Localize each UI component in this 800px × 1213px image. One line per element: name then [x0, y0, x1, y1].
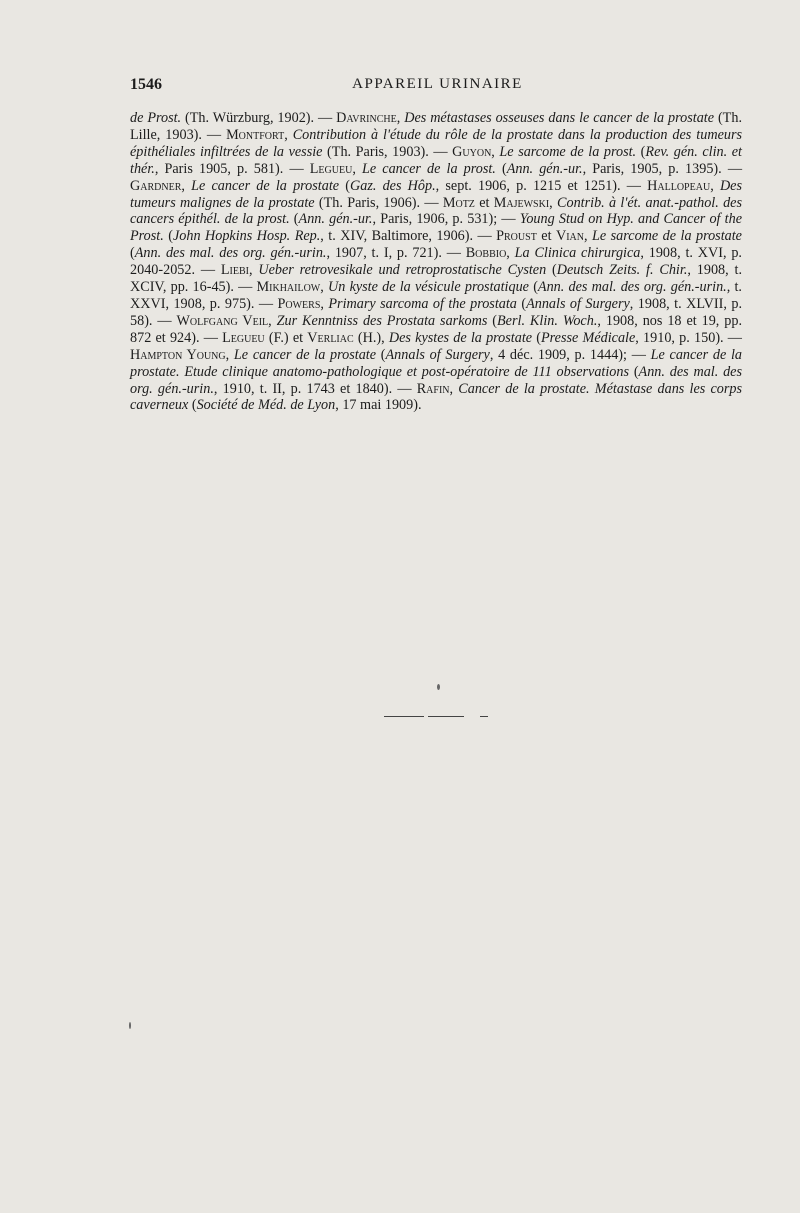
citation-text: , — [181, 177, 192, 194]
work-title: Primary sarcoma of the prostata — [328, 295, 517, 312]
citation-text: , 4 déc. 1909, p. 1444); — — [489, 346, 651, 363]
citation-text: , 17 mai 1909). — [335, 397, 422, 414]
author-name: Legueu — [222, 329, 265, 346]
end-rule-segment — [384, 716, 424, 717]
citation-text: , t. XIV, Baltimore, 1906). — — [320, 228, 497, 245]
author-name: Vian — [555, 228, 584, 245]
citation-text: ( — [130, 245, 135, 262]
author-name: Legueu — [309, 160, 353, 177]
work-title: La Clinica chirurgica — [514, 245, 641, 262]
author-name: Rafin — [416, 380, 450, 397]
citation-text: ( — [376, 346, 386, 363]
citation-text: ( — [532, 329, 541, 346]
author-name: Proust — [496, 228, 537, 245]
citation-text: et — [474, 194, 494, 211]
work-title: Ann. des mal. des org. gén.-urin. — [130, 363, 742, 397]
citation-text: , 1908, t. XLVII, p. 58). — — [130, 295, 742, 329]
work-title: Le sarcome de la prostate — [592, 228, 742, 245]
bibliography-paragraph — [130, 110, 742, 414]
citation-text: , t. XXVI, 1908, p. 975). — — [130, 279, 742, 312]
work-title: Contrib. à l'ét. anat.-pathol. des cancers épithél. de la prost. — [130, 194, 742, 228]
citation-text: (F.) et — [264, 329, 308, 346]
end-rule-segment — [480, 716, 488, 717]
work-title: Annals of Surgery — [526, 295, 630, 312]
citation-text: , — [352, 160, 362, 177]
page-number: 1546 — [130, 76, 162, 93]
work-title: Ann. gén.-ur. — [506, 160, 583, 177]
work-title: Young Stud on Hyp. and Cancer of the Prost. — [130, 211, 742, 245]
work-title: Presse Médicale — [541, 329, 636, 346]
citation-text: , — [320, 295, 329, 312]
work-title: de Prost. — [130, 110, 182, 126]
work-title: Le cancer de la prostate — [191, 177, 340, 194]
citation-text: ( — [629, 363, 639, 380]
citation-text: , — [396, 110, 405, 126]
author-name: Mikhailow — [256, 279, 321, 296]
citation-text: (Th. Paris, 1906). — — [314, 194, 443, 211]
citation-text: , — [710, 177, 720, 194]
citation-text: ( — [487, 312, 498, 329]
work-title: Le cancer de la prostate. Etude clinique anatomo-pathologique et post-opératoire de 111 observations — [130, 346, 743, 380]
author-name: Gardner — [130, 177, 182, 194]
citation-text: , — [225, 346, 234, 363]
work-title: Ueber retrovesikale und retroprostatische Cysten — [258, 262, 547, 279]
citation-text: (Th. Würzburg, 1902). — — [181, 110, 337, 126]
author-name: Majewski — [493, 194, 550, 211]
work-title: Ann. des mal. des org. gén.-urin. — [134, 245, 327, 262]
work-title: Ann. gén.-ur. — [298, 211, 373, 228]
author-name: Motz — [442, 194, 475, 211]
citation-text: ( — [516, 295, 527, 312]
ink-speck — [437, 684, 440, 690]
work-title: Annals of Surgery — [385, 346, 490, 363]
citation-text: , — [491, 143, 500, 160]
work-title: Berl. Klin. Woch. — [497, 312, 598, 329]
end-rule-segment — [428, 716, 464, 717]
work-title: Des tumeurs malignes de la prostate — [130, 177, 743, 211]
citation-text: ( — [495, 160, 507, 177]
work-title: Deutsch Zeits. f. Chir. — [556, 262, 688, 279]
work-title: Zur Kenntniss des Prostata sarkoms — [276, 312, 488, 329]
citation-text: ( — [546, 262, 557, 279]
work-title: Le cancer de la prost. — [361, 160, 496, 177]
author-name: Montfort — [226, 126, 285, 143]
author-name: Liebi — [220, 262, 249, 279]
page-header — [130, 76, 745, 100]
running-head: APPAREIL URINAIRE — [352, 76, 523, 92]
citation-text: , sept. 1906, p. 1215 et 1251). — — [435, 177, 648, 194]
citation-text: (H.), — [353, 329, 389, 346]
work-title: Un kyste de la vésicule prostatique — [328, 279, 529, 296]
work-title: Rev. gén. clin. et thér. — [130, 143, 742, 177]
work-title: Le sarcome de la prost. — [499, 143, 637, 160]
citation-text: , Paris, 1906, p. 531); — — [372, 211, 520, 228]
citation-text: , — [449, 380, 459, 397]
work-title: Des kystes de la prostate — [388, 329, 533, 346]
citation-text: , — [584, 228, 593, 245]
end-rule — [384, 716, 494, 718]
author-name: Davrinche — [336, 110, 397, 126]
citation-text: , 1908, t. XVI, p. 2040-2052. — — [130, 245, 742, 279]
citation-text: (Th. Lille, 1903). — — [130, 110, 742, 143]
work-title: Cancer de la prostate. Métastase dans les corps caverneux — [130, 380, 742, 414]
citation-text: , Paris 1905, p. 581). — — [154, 160, 310, 177]
citation-text: ( — [339, 177, 350, 194]
citation-text: ( — [636, 143, 646, 160]
author-name: Powers — [277, 295, 321, 312]
citation-text: , — [248, 262, 259, 279]
ink-speck — [129, 1022, 131, 1029]
citation-text: , 1908, t. XCIV, pp. 16-45). — — [130, 262, 742, 296]
citation-text: (Th. Paris, 1903). — — [322, 143, 453, 160]
citation-text: , — [506, 245, 515, 262]
citation-text: , — [549, 194, 558, 211]
author-name: Verliac — [307, 329, 354, 346]
work-title: Société de Méd. de Lyon — [196, 397, 336, 414]
citation-text: ( — [163, 228, 173, 245]
citation-text: , 1908, nos 18 et 19, pp. 872 et 924). — — [130, 312, 742, 346]
citation-text: , 1910, t. II, p. 1743 et 1840). — — [213, 380, 417, 397]
citation-text: ( — [188, 397, 197, 414]
author-name: Bobbio — [465, 245, 507, 262]
author-name: Hampton Young — [130, 346, 226, 363]
work-title: Le cancer de la prostate — [233, 346, 377, 363]
work-title: Contribution à l'étude du rôle de la prostate dans la production des tumeurs épithéliales infiltrées de la vessie — [130, 126, 743, 160]
citation-text: , Paris, 1905, p. 1395). — — [582, 160, 743, 177]
author-name: Guyon — [452, 143, 492, 160]
citation-text: , 1907, t. I, p. 721). — — [326, 245, 466, 262]
author-name: Wolfgang Veil — [176, 312, 269, 329]
citation-text: et — [536, 228, 556, 245]
work-title: Gaz. des Hôp. — [349, 177, 436, 194]
citation-text: , 1910, p. 150). — — [635, 329, 742, 346]
work-title: Des métastases osseuses dans le cancer de la prostate — [404, 110, 715, 126]
citation-text: ( — [528, 279, 538, 296]
work-title: John Hopkins Hosp. Rep. — [172, 228, 321, 245]
citation-text: , — [268, 312, 277, 329]
bibliography-text — [130, 110, 742, 414]
author-name: Hallopeau — [647, 177, 711, 194]
citation-text: ( — [289, 211, 299, 228]
work-title: Ann. des mal. des org. gén.-urin. — [537, 279, 727, 296]
citation-text: , — [284, 126, 293, 143]
citation-text: , — [320, 279, 329, 296]
